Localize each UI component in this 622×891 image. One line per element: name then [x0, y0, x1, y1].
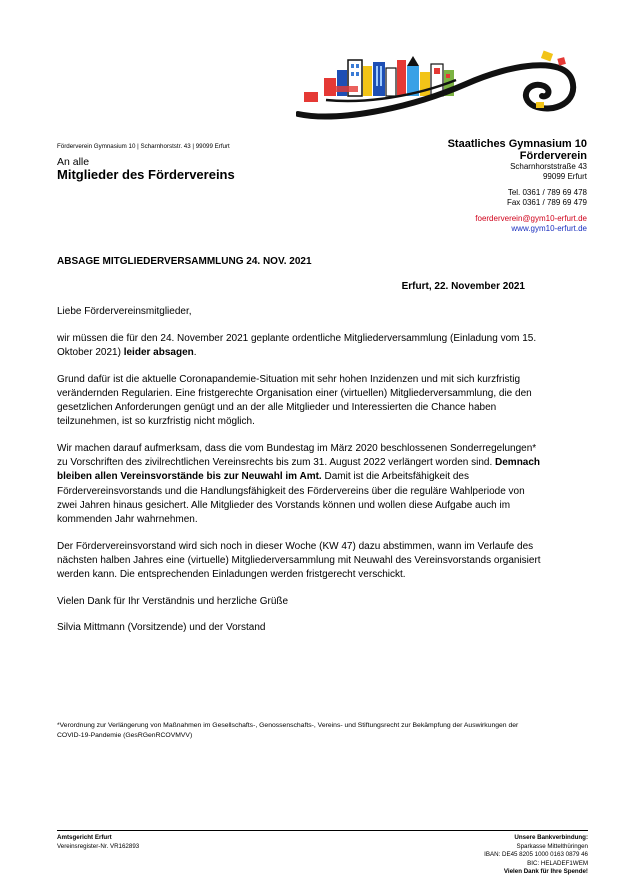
paragraph-reason: Grund dafür ist die aktuelle Coronapandemie-Situation mit sehr hohen Inzidenzen und mit sich kurzfristig verändernden Regularien. Eine fristgerechte Organisation einer (virtuellen) Mitgliederversammlung, die den gesetzlichen Anforderungen genügt und an der alle Mitglieder und Interessierten die Chance haben teilzunehmen, ist so kurzfristig nicht möglich.: [57, 373, 532, 428]
school-name: Staatliches Gymnasium 10: [447, 138, 587, 150]
school-phone: Tel. 0361 / 789 69 478: [507, 188, 587, 197]
school-logo: [296, 22, 586, 134]
footer-register: [57, 834, 139, 851]
donation-thanks: Vielen Dank für Ihre Spende!: [503, 868, 588, 875]
website-link[interactable]: www.gym10-erfurt.de: [511, 224, 587, 233]
footer-divider: [57, 830, 588, 831]
paragraph-regulations: Wir machen darauf aufmerksam, dass die vom Bundestag im März 2020 beschlossenen Sonderregelungen* zu Vorschriften des zivilrechtlichen Vereinsrechts bis zum 31. August 2022 verlängert worden sind. Demnach bleiben allen Vereinsvorstände bis zur Neuwahl im Amt. Damit ist die Arbeitsfähigkeit des Fördervereinsvorstands und die Handlungsfähigkeit des Fördervereins über die reguläre Wahlperiode von zwei Jahren hinaus gesichert. Alle Mitglieder des Vorstands können und wollen diese Aufgabe auch im kommenden Jahr wahrnehmen.: [57, 442, 541, 525]
paragraph-next-steps: Der Fördervereinsvorstand wird sich noch in dieser Woche (KW 47) dazu abstimmen, wann im Verlaufe des nächsten halben Jahres eine (virtuelle) Mitgliederversammlung mit Neuwahl des Vereinsvorstands organisiert werden kann. Die entsprechenden Einladungen werden fristgerecht verschickt.: [57, 540, 541, 581]
bank-bic: BIC: HELADEF1WEM: [527, 859, 588, 867]
letter-body: [57, 305, 547, 648]
school-contact-block: [448, 138, 587, 234]
email-link[interactable]: foerderverein@gym10-erfurt.de: [475, 214, 587, 223]
sender-address-line: Förderverein Gymnasium 10 | Scharnhorststr. 43 | 99099 Erfurt: [57, 143, 230, 150]
recipient-prefix: An alle: [57, 156, 90, 168]
salutation: Liebe Fördervereinsmitglieder,: [57, 306, 192, 317]
court-title: Amtsgericht Erfurt: [57, 834, 112, 841]
recipient-name: Mitglieder des Fördervereins: [57, 167, 235, 182]
bank-iban: IBAN: DE45 8205 1000 0163 0879 46: [484, 851, 588, 858]
footnote: *Verordnung zur Verlängerung von Maßnahmen im Gesellschafts-, Genossenschafts-, Vereins- und Stiftungsrecht zur Bekämpfung der Auswirkungen der COVID-19-Pandemie (GesRGenRCOVMVV): [57, 722, 519, 739]
letter-date: Erfurt, 22. November 2021: [401, 281, 525, 292]
school-street: Scharnhorststraße 43: [510, 162, 587, 171]
closing: Vielen Dank für Ihr Verständnis und herzliche Grüße: [57, 595, 289, 607]
register-number: Vereinsregister-Nr. VR162893: [57, 842, 140, 850]
school-city: 99099 Erfurt: [542, 172, 587, 181]
signature: Silvia Mittmann (Vorsitzende) und der Vorstand: [57, 622, 266, 634]
letter-subject: ABSAGE MITGLIEDERVERSAMMLUNG 24. NOV. 2021: [57, 256, 312, 267]
school-subtitle: Förderverein: [519, 150, 587, 162]
bank-name: Sparkasse Mittelthüringen: [516, 842, 588, 850]
footer-bank: [484, 834, 588, 877]
paragraph-cancellation: wir müssen die für den 24. November 2021 geplante ordentliche Mitgliederversammlung (Einladung vom 15. Oktober 2021) leider absagen.: [57, 332, 537, 358]
school-fax: Fax 0361 / 789 69 479: [506, 198, 587, 207]
bank-title: Unsere Bankverbindung:: [514, 834, 588, 841]
